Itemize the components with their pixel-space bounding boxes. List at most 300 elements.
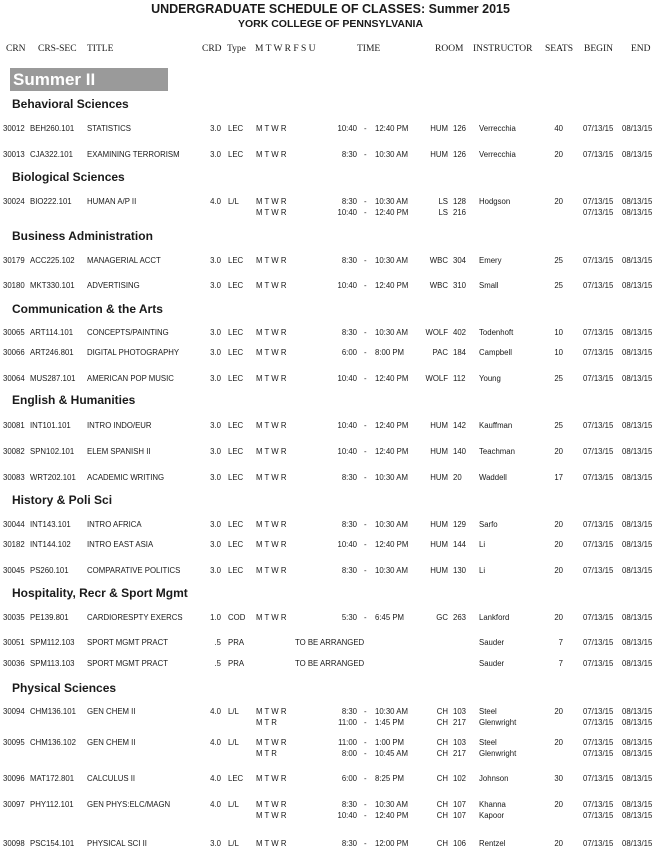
course-section-cell: ART114.101 bbox=[30, 328, 74, 337]
building-cell: HUM bbox=[430, 566, 448, 575]
page-subtitle: YORK COLLEGE OF PENNSYLVANIA bbox=[237, 18, 424, 30]
col-begin: BEGIN bbox=[584, 44, 614, 54]
course-title-cell: EXAMINING TERRORISM bbox=[87, 150, 180, 159]
seats-cell: 20 bbox=[554, 447, 563, 456]
begin-date-cell: 07/13/15 bbox=[583, 281, 614, 290]
time-end-cell: 6:45 PM bbox=[375, 613, 405, 622]
type-cell: LEC bbox=[228, 774, 244, 783]
credits-cell: 4.0 bbox=[210, 707, 221, 716]
time-start-cell: 8:30 bbox=[341, 197, 357, 206]
time-dash: - bbox=[364, 421, 367, 430]
credits-cell: 3.0 bbox=[210, 281, 221, 290]
room-cell: 263 bbox=[453, 613, 467, 622]
course-title-cell: GEN CHEM II bbox=[87, 707, 136, 716]
time-end-cell: 8:00 PM bbox=[375, 348, 405, 357]
building-cell: WOLF bbox=[425, 328, 448, 337]
time-dash: - bbox=[364, 718, 367, 727]
begin-date-cell: 07/13/15 bbox=[583, 348, 614, 357]
course-section-cell: SPM113.103 bbox=[30, 659, 75, 668]
days-cell: M T W R bbox=[256, 811, 287, 820]
instructor-cell: Sauder bbox=[479, 638, 505, 647]
credits-cell: 4.0 bbox=[210, 774, 221, 783]
begin-date-cell: 07/13/15 bbox=[583, 256, 614, 265]
begin-date-cell: 07/13/15 bbox=[583, 421, 614, 430]
time-start-cell: 8:30 bbox=[341, 520, 357, 529]
seats-cell: 20 bbox=[554, 707, 563, 716]
type-cell: PRA bbox=[228, 659, 245, 668]
course-title-cell: AMERICAN POP MUSIC bbox=[87, 374, 174, 383]
department-heading: Biological Sciences bbox=[12, 170, 125, 184]
instructor-cell: Kapoor bbox=[479, 811, 505, 820]
days-cell: M T W R bbox=[256, 520, 287, 529]
room-cell: 102 bbox=[453, 774, 467, 783]
crn-cell: 30180 bbox=[3, 281, 25, 290]
time-end-cell: 12:00 PM bbox=[375, 839, 409, 848]
crn-cell: 30064 bbox=[3, 374, 25, 383]
col-seats: SEATS bbox=[545, 44, 573, 54]
course-section-cell: PS260.101 bbox=[30, 566, 69, 575]
time-end-cell: 1:45 PM bbox=[375, 718, 405, 727]
type-cell: LEC bbox=[228, 328, 244, 337]
end-date-cell: 08/13/15 bbox=[622, 811, 653, 820]
building-cell: HUM bbox=[430, 150, 448, 159]
room-cell: 126 bbox=[453, 150, 467, 159]
crn-cell: 30082 bbox=[3, 447, 25, 456]
course-title-cell: PHYSICAL SCI II bbox=[87, 839, 147, 848]
col-crd: CRD bbox=[202, 44, 222, 54]
days-cell: M T W R bbox=[256, 738, 287, 747]
begin-date-cell: 07/13/15 bbox=[583, 124, 614, 133]
crn-cell: 30182 bbox=[3, 540, 25, 549]
end-date-cell: 08/13/15 bbox=[622, 348, 653, 357]
begin-date-cell: 07/13/15 bbox=[583, 638, 614, 647]
crn-cell: 30012 bbox=[3, 124, 25, 133]
begin-date-cell: 07/13/15 bbox=[583, 774, 614, 783]
time-dash: - bbox=[364, 749, 367, 758]
time-dash: - bbox=[364, 124, 367, 133]
type-cell: LEC bbox=[228, 447, 244, 456]
end-date-cell: 08/13/15 bbox=[622, 839, 653, 848]
room-cell: 184 bbox=[453, 348, 467, 357]
days-cell: M T W R bbox=[256, 281, 287, 290]
seats-cell: 25 bbox=[554, 421, 563, 430]
credits-cell: 3.0 bbox=[210, 348, 221, 357]
end-date-cell: 08/13/15 bbox=[622, 613, 653, 622]
credits-cell: 3.0 bbox=[210, 421, 221, 430]
type-cell: LEC bbox=[228, 520, 244, 529]
credits-cell: 3.0 bbox=[210, 374, 221, 383]
seats-cell: 25 bbox=[554, 374, 563, 383]
building-cell: LS bbox=[438, 208, 448, 217]
course-title-cell: HUMAN A/P II bbox=[87, 197, 137, 206]
days-cell: M T W R bbox=[256, 197, 287, 206]
begin-date-cell: 07/13/15 bbox=[583, 839, 614, 848]
course-title-cell: INTRO INDO/EUR bbox=[87, 421, 152, 430]
room-cell: 20 bbox=[453, 473, 462, 482]
course-title-cell: ELEM SPANISH II bbox=[87, 447, 151, 456]
type-cell: LEC bbox=[228, 281, 244, 290]
col-end: END bbox=[631, 44, 651, 54]
end-date-cell: 08/13/15 bbox=[622, 638, 653, 647]
type-cell: LEC bbox=[228, 374, 244, 383]
instructor-cell: Todenhoft bbox=[479, 328, 514, 337]
days-cell: M T W R bbox=[256, 839, 287, 848]
time-end-cell: 10:30 AM bbox=[375, 328, 408, 337]
end-date-cell: 08/13/15 bbox=[622, 208, 653, 217]
room-cell: 103 bbox=[453, 707, 467, 716]
time-start-cell: 6:00 bbox=[341, 348, 357, 357]
end-date-cell: 08/13/15 bbox=[622, 374, 653, 383]
building-cell: HUM bbox=[430, 447, 448, 456]
time-end-cell: 12:40 PM bbox=[375, 540, 409, 549]
col-days: M T W R F S U bbox=[255, 44, 316, 54]
type-cell: L/L bbox=[228, 738, 239, 747]
course-title-cell: MANAGERIAL ACCT bbox=[87, 256, 161, 265]
time-end-cell: 12:40 PM bbox=[375, 281, 409, 290]
crn-cell: 30097 bbox=[3, 800, 25, 809]
begin-date-cell: 07/13/15 bbox=[583, 718, 614, 727]
course-section-cell: PHY112.101 bbox=[30, 800, 74, 809]
end-date-cell: 08/13/15 bbox=[622, 540, 653, 549]
time-start-cell: 5:30 bbox=[341, 613, 357, 622]
course-title-cell: INTRO EAST ASIA bbox=[87, 540, 154, 549]
course-section-cell: BEH260.101 bbox=[30, 124, 75, 133]
time-start-cell: 10:40 bbox=[337, 540, 357, 549]
building-cell: HUM bbox=[430, 520, 448, 529]
room-cell: 217 bbox=[453, 718, 467, 727]
time-dash: - bbox=[364, 540, 367, 549]
crn-cell: 30081 bbox=[3, 421, 25, 430]
days-cell: M T W R bbox=[256, 256, 287, 265]
time-end-cell: 12:40 PM bbox=[375, 421, 409, 430]
room-cell: 304 bbox=[453, 256, 467, 265]
time-start-cell: 8:30 bbox=[341, 150, 357, 159]
time-dash: - bbox=[364, 520, 367, 529]
building-cell: CH bbox=[436, 839, 448, 848]
type-cell: L/L bbox=[228, 839, 239, 848]
building-cell: HUM bbox=[430, 124, 448, 133]
course-section-cell: MUS287.101 bbox=[30, 374, 76, 383]
course-section-cell: CHM136.101 bbox=[30, 707, 76, 716]
time-start-cell: 8:30 bbox=[341, 566, 357, 575]
begin-date-cell: 07/13/15 bbox=[583, 738, 614, 747]
time-dash: - bbox=[364, 447, 367, 456]
instructor-cell: Li bbox=[479, 566, 486, 575]
time-dash: - bbox=[364, 328, 367, 337]
time-dash: - bbox=[364, 839, 367, 848]
type-cell: LEC bbox=[228, 421, 244, 430]
type-cell: LEC bbox=[228, 124, 244, 133]
credits-cell: 4.0 bbox=[210, 800, 221, 809]
end-date-cell: 08/13/15 bbox=[622, 281, 653, 290]
course-title-cell: CONCEPTS/PAINTING bbox=[87, 328, 169, 337]
department-heading: History & Poli Sci bbox=[12, 493, 113, 507]
building-cell: WOLF bbox=[425, 374, 448, 383]
time-arranged-cell: TO BE ARRANGED bbox=[295, 638, 365, 647]
credits-cell: 4.0 bbox=[210, 738, 221, 747]
instructor-cell: Young bbox=[479, 374, 501, 383]
time-dash: - bbox=[364, 374, 367, 383]
room-cell: 216 bbox=[453, 208, 467, 217]
instructor-cell: Sarfo bbox=[479, 520, 498, 529]
course-section-cell: SPM112.103 bbox=[30, 638, 75, 647]
course-section-cell: SPN102.101 bbox=[30, 447, 75, 456]
end-date-cell: 08/13/15 bbox=[622, 749, 653, 758]
building-cell: CH bbox=[436, 738, 448, 747]
type-cell: LEC bbox=[228, 348, 244, 357]
course-title-cell: CARDIORESPTY EXERCS bbox=[87, 613, 183, 622]
course-section-cell: PSC154.101 bbox=[30, 839, 75, 848]
crn-cell: 30179 bbox=[3, 256, 25, 265]
begin-date-cell: 07/13/15 bbox=[583, 566, 614, 575]
end-date-cell: 08/13/15 bbox=[622, 659, 653, 668]
room-cell: 310 bbox=[453, 281, 467, 290]
crn-cell: 30013 bbox=[3, 150, 25, 159]
crn-cell: 30024 bbox=[3, 197, 25, 206]
begin-date-cell: 07/13/15 bbox=[583, 150, 614, 159]
days-cell: M T W R bbox=[256, 473, 287, 482]
course-section-cell: ACC225.102 bbox=[30, 256, 75, 265]
instructor-cell: Li bbox=[479, 540, 486, 549]
seats-cell: 20 bbox=[554, 839, 563, 848]
begin-date-cell: 07/13/15 bbox=[583, 800, 614, 809]
end-date-cell: 08/13/15 bbox=[622, 738, 653, 747]
course-section-cell: CJA322.101 bbox=[30, 150, 73, 159]
building-cell: CH bbox=[436, 707, 448, 716]
days-cell: M T W R bbox=[256, 421, 287, 430]
time-start-cell: 10:40 bbox=[337, 811, 357, 820]
seats-cell: 25 bbox=[554, 281, 563, 290]
time-start-cell: 8:30 bbox=[341, 256, 357, 265]
time-end-cell: 10:30 AM bbox=[375, 707, 408, 716]
instructor-cell: Waddell bbox=[479, 473, 507, 482]
time-end-cell: 10:30 AM bbox=[375, 800, 408, 809]
end-date-cell: 08/13/15 bbox=[622, 150, 653, 159]
instructor-cell: Rentzel bbox=[479, 839, 506, 848]
crn-cell: 30098 bbox=[3, 839, 25, 848]
term-banner: Summer II bbox=[10, 68, 168, 91]
room-cell: 106 bbox=[453, 839, 467, 848]
time-end-cell: 10:30 AM bbox=[375, 520, 408, 529]
instructor-cell: Steel bbox=[479, 707, 497, 716]
time-dash: - bbox=[364, 197, 367, 206]
begin-date-cell: 07/13/15 bbox=[583, 540, 614, 549]
time-dash: - bbox=[364, 281, 367, 290]
crn-cell: 30065 bbox=[3, 328, 25, 337]
col-time: TIME bbox=[357, 44, 381, 54]
time-end-cell: 12:40 PM bbox=[375, 374, 409, 383]
time-start-cell: 6:00 bbox=[341, 774, 357, 783]
course-section-cell: MAT172.801 bbox=[30, 774, 75, 783]
course-section-cell: INT143.101 bbox=[30, 520, 71, 529]
time-dash: - bbox=[364, 256, 367, 265]
instructor-cell: Kauffman bbox=[479, 421, 513, 430]
credits-cell: 3.0 bbox=[210, 566, 221, 575]
instructor-cell: Khanna bbox=[479, 800, 506, 809]
crn-cell: 30094 bbox=[3, 707, 25, 716]
begin-date-cell: 07/13/15 bbox=[583, 328, 614, 337]
days-cell: M T W R bbox=[256, 150, 287, 159]
seats-cell: 25 bbox=[554, 256, 563, 265]
time-dash: - bbox=[364, 208, 367, 217]
seats-cell: 40 bbox=[554, 124, 563, 133]
col-room: ROOM bbox=[435, 44, 464, 54]
time-start-cell: 8:30 bbox=[341, 839, 357, 848]
course-title-cell: SPORT MGMT PRACT bbox=[87, 638, 169, 647]
crn-cell: 30036 bbox=[3, 659, 25, 668]
instructor-cell: Lankford bbox=[479, 613, 510, 622]
end-date-cell: 08/13/15 bbox=[622, 473, 653, 482]
type-cell: LEC bbox=[228, 150, 244, 159]
time-dash: - bbox=[364, 150, 367, 159]
room-cell: 103 bbox=[453, 738, 467, 747]
seats-cell: 20 bbox=[554, 800, 563, 809]
instructor-cell: Glenwright bbox=[479, 718, 517, 727]
course-section-cell: PE139.801 bbox=[30, 613, 69, 622]
building-cell: CH bbox=[436, 800, 448, 809]
credits-cell: 4.0 bbox=[210, 197, 221, 206]
time-start-cell: 10:40 bbox=[337, 208, 357, 217]
credits-cell: 3.0 bbox=[210, 540, 221, 549]
crn-cell: 30083 bbox=[3, 473, 25, 482]
type-cell: LEC bbox=[228, 566, 244, 575]
credits-cell: .5 bbox=[214, 659, 221, 668]
room-cell: 130 bbox=[453, 566, 467, 575]
crn-cell: 30045 bbox=[3, 566, 25, 575]
credits-cell: 3.0 bbox=[210, 447, 221, 456]
days-cell: M T W R bbox=[256, 800, 287, 809]
seats-cell: 20 bbox=[554, 540, 563, 549]
department-heading: Hospitality, Recr & Sport Mgmt bbox=[12, 586, 188, 600]
building-cell: CH bbox=[436, 718, 448, 727]
course-title-cell: SPORT MGMT PRACT bbox=[87, 659, 169, 668]
seats-cell: 7 bbox=[558, 638, 563, 647]
time-end-cell: 12:40 PM bbox=[375, 811, 409, 820]
room-cell: 112 bbox=[453, 374, 466, 383]
type-cell: LEC bbox=[228, 256, 244, 265]
room-cell: 129 bbox=[453, 520, 467, 529]
type-cell: L/L bbox=[228, 800, 239, 809]
seats-cell: 20 bbox=[554, 613, 563, 622]
time-start-cell: 8:30 bbox=[341, 473, 357, 482]
time-start-cell: 8:30 bbox=[341, 328, 357, 337]
credits-cell: 3.0 bbox=[210, 839, 221, 848]
seats-cell: 7 bbox=[558, 659, 563, 668]
course-section-cell: INT144.102 bbox=[30, 540, 71, 549]
time-arranged-cell: TO BE ARRANGED bbox=[295, 659, 365, 668]
instructor-cell: Johnson bbox=[479, 774, 509, 783]
time-dash: - bbox=[364, 473, 367, 482]
crn-cell: 30066 bbox=[3, 348, 25, 357]
building-cell: GC bbox=[436, 613, 448, 622]
days-cell: M T R bbox=[256, 718, 277, 727]
end-date-cell: 08/13/15 bbox=[622, 421, 653, 430]
time-start-cell: 8:30 bbox=[341, 707, 357, 716]
instructor-cell: Steel bbox=[479, 738, 497, 747]
seats-cell: 30 bbox=[554, 774, 563, 783]
seats-cell: 20 bbox=[554, 520, 563, 529]
time-start-cell: 11:00 bbox=[338, 738, 357, 747]
begin-date-cell: 07/13/15 bbox=[583, 197, 614, 206]
instructor-cell: Campbell bbox=[479, 348, 512, 357]
time-dash: - bbox=[364, 613, 367, 622]
room-cell: 107 bbox=[453, 800, 467, 809]
time-start-cell: 10:40 bbox=[337, 374, 357, 383]
time-end-cell: 12:40 PM bbox=[375, 208, 409, 217]
course-title-cell: ACADEMIC WRITING bbox=[87, 473, 165, 482]
crn-cell: 30095 bbox=[3, 738, 25, 747]
crn-cell: 30096 bbox=[3, 774, 25, 783]
end-date-cell: 08/13/15 bbox=[622, 124, 653, 133]
time-end-cell: 12:40 PM bbox=[375, 124, 409, 133]
begin-date-cell: 07/13/15 bbox=[583, 374, 614, 383]
department-heading: Behavioral Sciences bbox=[12, 97, 129, 111]
course-title-cell: GEN CHEM II bbox=[87, 738, 136, 747]
end-date-cell: 08/13/15 bbox=[622, 256, 653, 265]
course-title-cell: CALCULUS II bbox=[87, 774, 136, 783]
time-end-cell: 1:00 PM bbox=[375, 738, 405, 747]
begin-date-cell: 07/13/15 bbox=[583, 659, 614, 668]
crn-cell: 30051 bbox=[3, 638, 25, 647]
course-title-cell: STATISTICS bbox=[87, 124, 131, 133]
building-cell: CH bbox=[436, 811, 448, 820]
type-cell: L/L bbox=[228, 197, 239, 206]
course-section-cell: CHM136.102 bbox=[30, 738, 76, 747]
instructor-cell: Verrecchia bbox=[479, 124, 516, 133]
crn-cell: 30035 bbox=[3, 613, 25, 622]
days-cell: M T W R bbox=[256, 374, 287, 383]
seats-cell: 17 bbox=[554, 473, 563, 482]
room-cell: 144 bbox=[453, 540, 467, 549]
end-date-cell: 08/13/15 bbox=[622, 520, 653, 529]
building-cell: HUM bbox=[430, 473, 448, 482]
days-cell: M T W R bbox=[256, 707, 287, 716]
time-dash: - bbox=[364, 774, 367, 783]
seats-cell: 10 bbox=[554, 348, 563, 357]
time-end-cell: 10:45 AM bbox=[375, 749, 408, 758]
page-title: UNDERGRADUATE SCHEDULE OF CLASSES: Summer 2015 bbox=[151, 2, 510, 16]
instructor-cell: Sauder bbox=[479, 659, 505, 668]
building-cell: LS bbox=[438, 197, 448, 206]
type-cell: COD bbox=[228, 613, 246, 622]
time-dash: - bbox=[364, 800, 367, 809]
room-cell: 107 bbox=[453, 811, 467, 820]
building-cell: WBC bbox=[429, 256, 448, 265]
course-title-cell: DIGITAL PHOTOGRAPHY bbox=[87, 348, 180, 357]
days-cell: M T W R bbox=[256, 348, 287, 357]
building-cell: HUM bbox=[430, 540, 448, 549]
time-start-cell: 8:00 bbox=[341, 749, 357, 758]
room-cell: 217 bbox=[453, 749, 467, 758]
credits-cell: .5 bbox=[214, 638, 221, 647]
credits-cell: 3.0 bbox=[210, 328, 221, 337]
time-end-cell: 8:25 PM bbox=[375, 774, 405, 783]
course-title-cell: ADVERTISING bbox=[87, 281, 140, 290]
department-heading: Physical Sciences bbox=[12, 681, 117, 695]
end-date-cell: 08/13/15 bbox=[622, 718, 653, 727]
department-heading: Business Administration bbox=[12, 229, 153, 243]
end-date-cell: 08/13/15 bbox=[622, 328, 653, 337]
col-crn: CRN bbox=[6, 44, 26, 54]
time-end-cell: 10:30 AM bbox=[375, 256, 408, 265]
room-cell: 128 bbox=[453, 197, 467, 206]
room-cell: 126 bbox=[453, 124, 467, 133]
instructor-cell: Verrecchia bbox=[479, 150, 516, 159]
time-end-cell: 10:30 AM bbox=[375, 150, 408, 159]
building-cell: CH bbox=[436, 749, 448, 758]
end-date-cell: 08/13/15 bbox=[622, 707, 653, 716]
begin-date-cell: 07/13/15 bbox=[583, 811, 614, 820]
